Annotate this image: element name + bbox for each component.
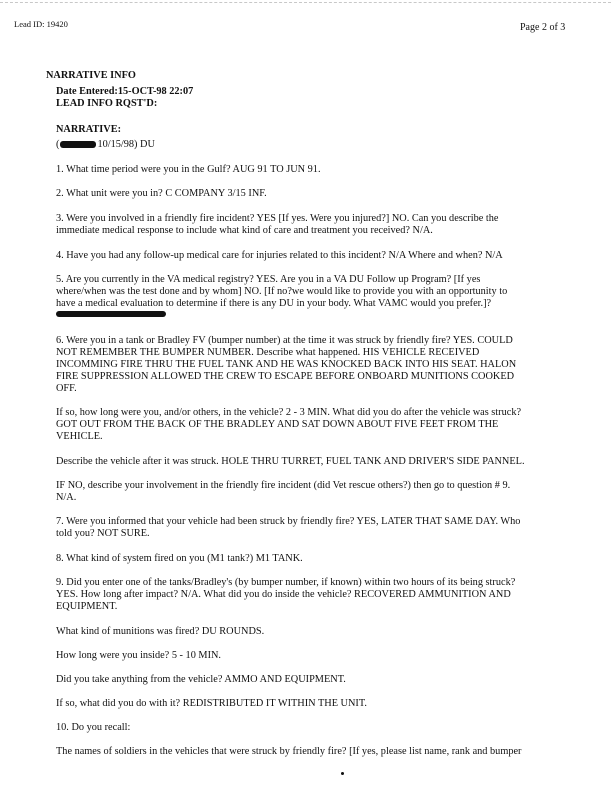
question-9-line-1: 9. Did you enter one of the tanks/Bradley's (by bumper number, if known) within two hours of its being struck? (56, 577, 516, 588)
question-7-line-2: told you? NOT SURE. (56, 528, 150, 539)
top-border (0, 2, 611, 3)
narrative-prefix (56, 139, 155, 151)
question-5-line-3: have a medical evaluation to determine if there is any DU in your body. What VAMC would you prefer.]? (56, 298, 492, 309)
question-3-line-1: 3. Were you involved in a friendly fire incident? YES [If yes. Were you injured?] NO. Can you describe the (56, 213, 499, 224)
question-5-line-2: where/when was the test done and by whom] NO. [If no?we would like to provide you with an opportunity to (56, 286, 508, 297)
question-9d: Did you take anything from the vehicle? AMMO AND EQUIPMENT. (56, 674, 346, 685)
section-title: NARRATIVE INFO (46, 70, 136, 81)
question-9b: What kind of munitions was fired? DU ROUNDS. (56, 626, 265, 637)
question-6c: Describe the vehicle after it was struck. HOLE THRU TURRET, FUEL TANK AND DRIVER'S SIDE PANNEL. (56, 456, 525, 467)
question-6-line-2: NOT REMEMBER THE BUMPER NUMBER. Describe what happened. HIS VEHICLE RECEIVED (56, 347, 480, 358)
question-6b-line-3: VEHICLE. (56, 431, 103, 442)
question-1: 1. What time period were you in the Gulf? AUG 91 TO JUN 91. (56, 164, 321, 175)
question-6b-line-1: If so, how long were you, and/or others, in the vehicle? 2 - 3 MIN. What did you do after the vehicle was struck? (56, 407, 522, 418)
lead-info-requested: LEAD INFO RQST'D: (56, 98, 158, 109)
question-5-line-1: 5. Are you currently in the VA medical registry? YES. Are you in a VA DU Follow up Program? [If yes (56, 274, 481, 285)
question-6-line-4: FIRE SUPPRESSION ALLOWED THE CREW TO ESCAPE BEFORE ONBOARD MUNITIONS COOKED (56, 371, 515, 382)
narrative-label: NARRATIVE: (56, 124, 122, 135)
date-entered: Date Entered:15-OCT-98 22:07 (56, 86, 194, 97)
redaction-mark (60, 141, 96, 148)
question-6d-line-2: N/A. (56, 492, 77, 503)
question-9c: How long were you inside? 5 - 10 MIN. (56, 650, 222, 661)
question-2: 2. What unit were you in? C COMPANY 3/15 INF. (56, 188, 267, 199)
redaction-bar (56, 311, 166, 317)
question-6-line-1: 6. Were you in a tank or Bradley FV (bumper number) at the time it was struck by friendly fire? YES. COULD (56, 335, 513, 346)
lead-id: Lead ID: 19420 (14, 19, 68, 29)
question-10: 10. Do you recall: (56, 722, 131, 733)
question-8: 8. What kind of system fired on you (M1 tank?) M1 TANK. (56, 553, 303, 564)
question-9-line-2: YES. How long after impact? N/A. What did you do inside the vehicle? RECOVERED AMMUNITION AND (56, 589, 511, 600)
question-7-line-1: 7. Were you informed that your vehicle had been struck by friendly fire? YES, LATER THAT SAME DAY. Who (56, 516, 521, 527)
narrative-prefix-open: ( (56, 139, 60, 150)
question-6b-line-2: GOT OUT FROM THE BACK OF THE BRADLEY AND SAT DOWN ABOUT FIVE FEET FROM THE (56, 419, 499, 430)
question-6-line-3: INCOMMING FIRE THRU THE FUEL TANK AND HE WAS KNOCKED BACK INTO HIS SEAT. HALON (56, 359, 517, 370)
narrative-prefix-rest: 10/15/98) DU (97, 139, 155, 150)
question-4: 4. Have you had any follow-up medical care for injuries related to this incident? N/A Where and when? N/A (56, 250, 503, 261)
question-9-line-3: EQUIPMENT. (56, 601, 118, 612)
scan-dot (341, 772, 344, 775)
question-6-line-5: OFF. (56, 383, 77, 394)
page-number: Page 2 of 3 (520, 22, 566, 33)
question-6d-line-1: IF NO, describe your involvement in the friendly fire incident (did Vet rescue others?) then go to question # 9. (56, 480, 511, 491)
question-10b: The names of soldiers in the vehicles that were struck by friendly fire? [If yes, please list name, rank and bumper (56, 746, 522, 757)
question-3-line-2: immediate medical response to include what kind of care and treatment you received? N/A. (56, 225, 433, 236)
question-9e: If so, what did you do with it? REDISTRIBUTED IT WITHIN THE UNIT. (56, 698, 367, 709)
